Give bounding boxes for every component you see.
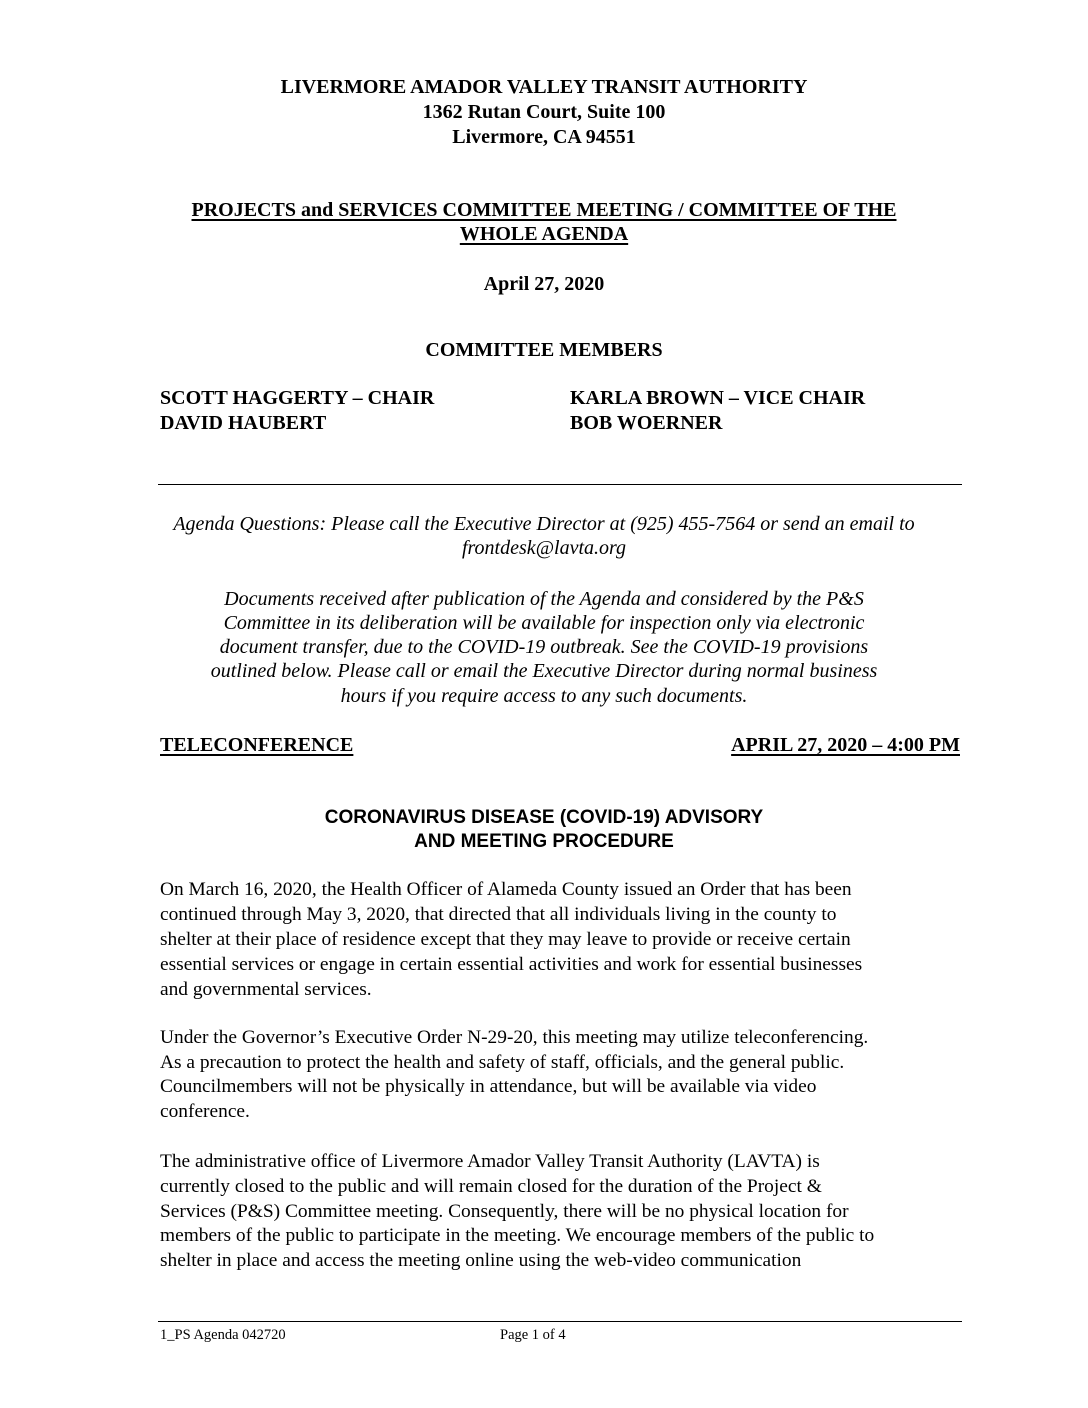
paragraph-line: Under the Governor’s Executive Order N-29-20, this meeting may utilize teleconferencing. — [160, 1027, 869, 1048]
agenda-questions-email: frontdesk@lavta.org — [461, 537, 627, 559]
paragraph-line: continued through May 3, 2020, that directed that all individuals living in the county to — [160, 904, 837, 925]
member-haubert: DAVID HAUBERT — [160, 412, 327, 434]
org-name: LIVERMORE AMADOR VALLEY TRANSIT AUTHORITY — [280, 76, 808, 98]
member-woerner: BOB WOERNER — [570, 412, 723, 434]
docs-notice-line: Committee in its deliberation will be available for inspection only via electronic — [223, 612, 865, 634]
paragraph-line: essential services or engage in certain essential activities and work for essential businesses — [160, 954, 863, 975]
paragraph-line: As a precaution to protect the health and safety of staff, officials, and the general public. — [160, 1052, 845, 1073]
paragraph-line: shelter at their place of residence except that they may leave to provide or receive certain — [160, 929, 851, 950]
meeting-title-line-2: WHOLE AGENDA — [459, 223, 629, 245]
paragraph-line: members of the public to participate in the meeting. We encourage members of the public to — [160, 1225, 875, 1246]
agenda-questions-line-1: Agenda Questions: Please call the Executive Director at (925) 455-7564 or send an email to — [173, 513, 915, 535]
paragraph-line: currently closed to the public and will remain closed for the duration of the Project & — [160, 1176, 822, 1197]
footer-doc-id: 1_PS Agenda 042720 — [160, 1327, 286, 1343]
member-vice-chair: KARLA BROWN – VICE CHAIR — [570, 387, 866, 409]
address-line-1: 1362 Rutan Court, Suite 100 — [422, 101, 666, 123]
docs-notice-line: document transfer, due to the COVID-19 outbreak. See the COVID-19 provisions — [219, 636, 869, 658]
paragraph-line: conference. — [160, 1101, 250, 1122]
meeting-title-line-1: PROJECTS and SERVICES COMMITTEE MEETING / COMMITTEE OF THE — [191, 199, 897, 221]
advisory-heading-line-1: CORONAVIRUS DISEASE (COVID-19) ADVISORY — [324, 807, 764, 828]
footer-page-number: Page 1 of 4 — [500, 1327, 566, 1343]
paragraph-line: Councilmembers will not be physically in attendance, but will be available via video — [160, 1076, 817, 1097]
advisory-heading-line-2: AND MEETING PROCEDURE — [414, 831, 674, 852]
paragraph-line: shelter in place and access the meeting online using the web-video communication — [160, 1250, 802, 1271]
docs-notice-line: outlined below. Please call or email the Executive Director during normal business — [210, 660, 878, 682]
paragraph-line: and governmental services. — [160, 979, 372, 1000]
session-type: TELECONFERENCE — [160, 734, 354, 756]
session-datetime: APRIL 27, 2020 – 4:00 PM — [731, 734, 960, 756]
member-chair: SCOTT HAGGERTY – CHAIR — [160, 387, 435, 409]
docs-notice-line: Documents received after publication of the Agenda and considered by the P&S — [224, 588, 864, 610]
paragraph-line: Services (P&S) Committee meeting. Consequently, there will be no physical location for — [160, 1201, 849, 1222]
section-divider — [158, 484, 962, 485]
address-line-2: Livermore, CA 94551 — [452, 126, 636, 148]
paragraph-line: On March 16, 2020, the Health Officer of Alameda County issued an Order that has been — [160, 879, 852, 900]
docs-notice-line: hours if you require access to any such documents. — [340, 685, 748, 707]
paragraph-line: The administrative office of Livermore Amador Valley Transit Authority (LAVTA) is — [160, 1151, 820, 1172]
footer-divider — [158, 1321, 962, 1322]
meeting-date: April 27, 2020 — [483, 273, 605, 295]
committee-heading: COMMITTEE MEMBERS — [425, 339, 663, 361]
